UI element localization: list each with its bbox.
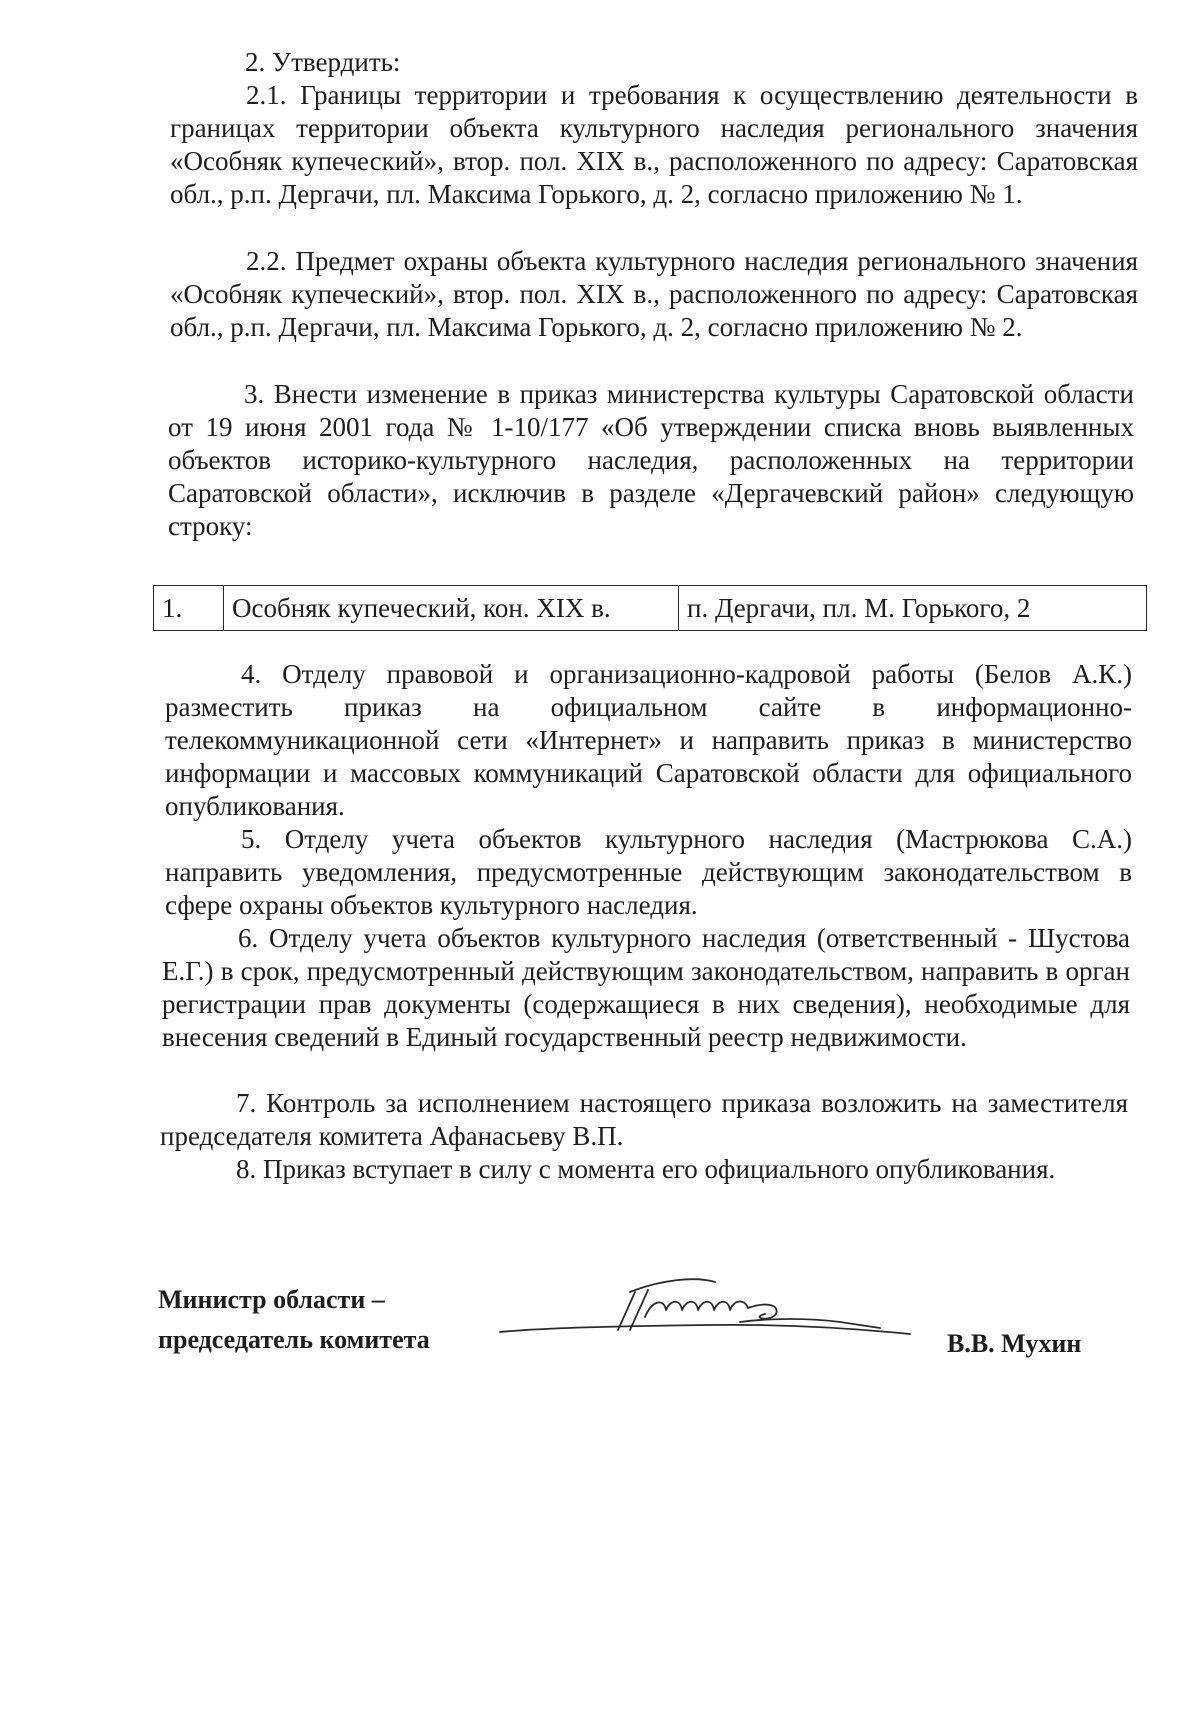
object-address: п. Дергачи, пл. М. Горького, 2 <box>679 586 1147 631</box>
paragraph-2-2: 2.2. Предмет охраны объекта культурного наследия регионального значения «Особняк купеческий», втор. пол. XIX в., расположенного по адресу: Саратовская обл., р.п. Дергачи, пл. Максима Горького, д. 2, согласно приложению № 2. <box>170 246 1138 342</box>
signatory-title-line1: Министр области – <box>158 1285 385 1314</box>
table-row <box>154 586 1147 631</box>
paragraph-8: 8. Приказ вступает в силу с момента его официального опубликования. <box>236 1154 1056 1184</box>
excluded-row-table <box>153 585 1147 631</box>
handwritten-signature <box>480 1262 920 1352</box>
object-name: Особняк купеческий, кон. XIX в. <box>224 586 679 631</box>
row-number: 1. <box>154 586 224 631</box>
paragraph-7: 7. Контроль за исполнением настоящего приказа возложить на заместителя председателя комитета Афанасьеву В.П. <box>160 1088 1128 1151</box>
paragraph-4: 4. Отделу правовой и организационно-кадровой работы (Белов А.К.) разместить приказ на официальном сайте в информационно-телекоммуникационной сети «Интернет» и направить приказ в министерство информации и массовых коммуникаций Саратовской области для официального опубликования. <box>165 659 1132 821</box>
paragraph-6: 6. Отделу учета объектов культурного наследия (ответственный - Шустова Е.Г.) в срок, предусмотренный действующим законодательством, направить в орган регистрации прав документы (содержащиеся в них сведения), необходимые для внесения сведений в Единый государственный реестр недвижимости. <box>162 923 1130 1052</box>
paragraph-3: 3. Внести изменение в приказ министерства культуры Саратовской области от 19 июня 2001 года № 1-10/177 «Об утверждении списка вновь выявленных объектов историко-культурного наследия, расположенных на территории Саратовской области», исключив в разделе «Дергачевский район» следующую строку: <box>168 379 1134 541</box>
signatory-title-line2: председатель комитета <box>158 1325 430 1354</box>
signatory-title <box>158 1280 430 1360</box>
paragraph-5: 5. Отделу учета объектов культурного наследия (Мастрюкова С.А.) направить уведомления, предусмотренные действующим законодательством в сфере охраны объектов культурного наследия. <box>165 824 1132 920</box>
paragraph-2-1: 2.1. Границы территории и требования к осуществлению деятельности в границах территории объекта культурного наследия регионального значения «Особняк купеческий», втор. пол. XIX в., расположенного по адресу: Саратовская обл., р.п. Дергачи, пл. Максима Горького, д. 2, согласно приложению № 1. <box>170 80 1138 209</box>
signatory-name: В.В. Мухин <box>947 1329 1082 1358</box>
heading-approve: 2. Утвердить: <box>245 47 401 77</box>
